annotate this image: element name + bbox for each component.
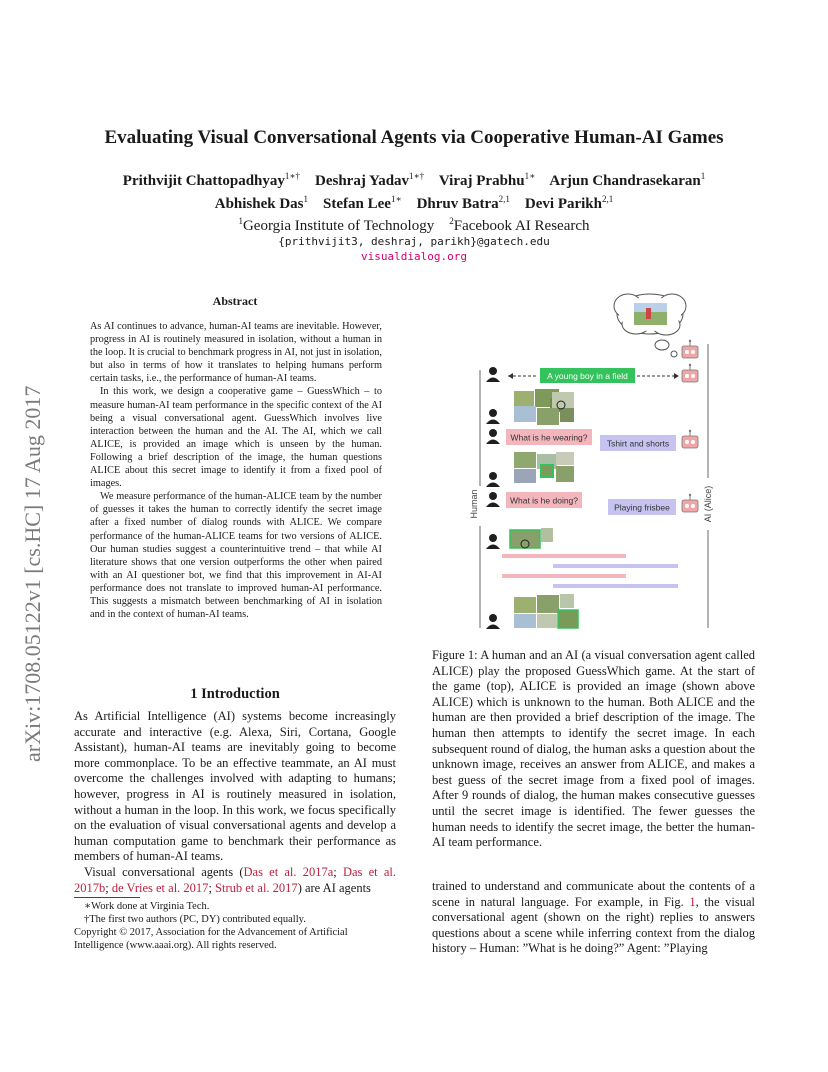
person-icon: [486, 367, 500, 382]
citation-link[interactable]: de Vries et al. 2017: [111, 880, 209, 895]
author-mark: 2,1: [602, 194, 614, 204]
affiliations: [0, 216, 828, 235]
caption-text: A young boy in a field: [547, 371, 628, 381]
author-mark: 2,1: [498, 194, 510, 204]
image-pool: [514, 389, 574, 425]
citation-link[interactable]: Das et al. 2017b: [74, 864, 396, 895]
copyright-notice: Copyright © 2017, Association for the Advancement of Artificial Intelligence (www.aaai.org). All rights reserved.: [74, 927, 348, 951]
final-image-pool: [514, 594, 578, 628]
figure-caption: Figure 1: A human and an AI (a visual conversation agent called ALICE) play the proposed GuessWhich game. At the start of the game (top), ALICE is provided an image (shown above ALICE) which is unknown to the human. Both ALICE and the human are then provided a brief description of the image. The human then attempts to identify the secret image. In each subsequent round of dialog, the human asks a question about the unknown image, receives an answer from ALICE, and makes a best guess of the secret image from a fixed pool of images. After 9 rounds of dialog, the human makes consecutive guesses until the secret image is identified. The fewer guesses the human needs to identify the secret image, the better the human-AI team performance.: [432, 648, 755, 850]
figure-reference-link[interactable]: 1: [689, 894, 696, 909]
guess-bar-ai: [553, 564, 678, 568]
section-heading-introduction: 1 Introduction: [190, 686, 280, 702]
human-axis-label: Human: [469, 489, 479, 519]
abstract-paragraph: As AI continues to advance, human-AI teams are inevitable. However, progress in AI is routinely measured in isolation, without a human in the loop. It is crucial to benchmark progress in AI, not just in isolation, but also in terms of how it translates to helping humans perform certain tasks, i.e., the performance of human-AI teams.: [90, 321, 382, 385]
abstract-heading: Abstract: [212, 294, 258, 308]
thought-cloud: [614, 294, 686, 357]
body-paragraph: [432, 879, 755, 957]
author-name: Abhishek Das: [214, 196, 304, 212]
abstract-paragraph: We measure performance of the human-ALICE team by the number of guesses it takes the human to correctly identify the secret image after a fixed number of dialog rounds with ALICE. We compare performance of the human-ALICE teams for two versions of ALICE. Our human studies suggest a counterintuitive trend – that while AI literature shows that one version outperforms the other when paired with an AI questioner bot, we find that this improvement in AI-AI performance does not translate to improved human-AI performance. This suggests a mismatch between benchmarking of AI in isolation and in the context of human-AI teams.: [90, 491, 382, 621]
intro-text: Visual conversational agents (: [84, 864, 244, 879]
intro-paragraph: As Artificial Intelligence (AI) systems become increasingly accurate and interactive (e.g. Alexa, Siri, Cortana, Google Assistant), human-AI teams are inevitably going to become more commonplace. To be an effective teammate, an AI must overcome the challenges involved with adapting to humans; however, progress in AI is routinely measured in isolation, without a human in the loop. In this work, we focus specifically on the evaluation of visual conversational agents and develop a human computation game to benchmark their performance as members of human-AI teams.: [74, 709, 396, 864]
paper-title: Evaluating Visual Conversational Agents via Cooperative Human-AI Games: [104, 127, 724, 148]
footnote-work-done: ∗Work done at Virginia Tech.: [84, 901, 210, 912]
author-name: Viraj Prabhu: [438, 173, 525, 189]
author-name: Arjun Chandrasekaran: [549, 173, 701, 189]
footnote-rule: [74, 897, 140, 898]
person-icon: [486, 472, 500, 487]
introduction-body: [74, 709, 396, 896]
person-icon: [486, 534, 500, 549]
footnotes: [74, 900, 396, 952]
robot-icon: [682, 364, 698, 382]
author-name: Deshraj Yadav: [315, 173, 410, 189]
author-list: [40, 167, 788, 213]
author-mark: 1: [700, 171, 706, 181]
ai-axis-label: AI (Alice): [703, 485, 713, 523]
person-icon: [486, 614, 500, 629]
affiliation-georgia-tech: Georgia Institute of Technology: [242, 218, 435, 234]
intro-text: ) are AI agents: [297, 880, 371, 895]
author-line-2: [40, 190, 788, 213]
figure-guesswhich: [440, 288, 750, 633]
author-mark: 1: [303, 194, 309, 204]
intro-paragraph: [74, 865, 396, 896]
answer-text: Playing frisbee: [614, 502, 670, 513]
author-name: Prithvijit Chattopadhyay: [122, 173, 285, 189]
author-mark: 1∗†: [409, 171, 425, 181]
answer-text: Tshirt and shorts: [606, 438, 670, 449]
affiliation-mark: 1: [238, 216, 243, 226]
citation-separator: ;: [208, 880, 216, 895]
affiliation-mark: 2: [449, 216, 454, 226]
body-text: trained to understand and communicate about the contents of a scene in natural language. For example, in Fig.: [432, 879, 755, 909]
robot-icon: [682, 494, 698, 512]
robot-icon: [682, 430, 698, 448]
citation-link[interactable]: Das et al. 2017a: [243, 864, 334, 879]
affiliation-facebook: Facebook AI Research: [453, 218, 590, 234]
arrow-head: [674, 373, 679, 379]
person-icon: [486, 429, 500, 444]
abstract-paragraph: In this work, we design a cooperative game – GuessWhich – to measure human-AI team performance in the specific context of the AI being a visual conversational agent. GuessWhich involves live interaction between the human and the AI. The AI, which we call ALICE, is provided an image which is unseen by the human. Following a brief description of the image, the human questions ALICE about this secret image to identify it from a fixed pool of images.: [90, 386, 382, 490]
abstract-body: [90, 320, 382, 621]
guess-bar-human: [502, 554, 626, 558]
footnote-equal-contribution: †The first two authors (PC, DY) contributed equally.: [84, 914, 306, 925]
question-text: What is he wearing?: [510, 432, 588, 443]
person-icon: [486, 492, 500, 507]
author-name: Devi Parikh: [524, 196, 602, 212]
author-mark: 1∗†: [284, 171, 301, 181]
body-text: , the visual conversational agent (shown on the right) replies to answers questions about a scene while inferring context from the dialog history – Human: ”What is he doing?” Agent: ”Playing: [432, 894, 755, 956]
author-line-1: [40, 167, 788, 190]
image-pool: [510, 528, 553, 548]
question-text: What is he doing?: [509, 495, 579, 506]
author-emails: {prithvijit3, deshraj, parikh}@gatech.edu: [278, 235, 550, 248]
arrow-head: [508, 373, 513, 379]
citation-separator: ;: [333, 864, 343, 879]
right-column-text: [432, 879, 755, 957]
author-name: Dhruv Batra: [416, 196, 499, 212]
robot-icon: [682, 340, 698, 358]
person-icon: [486, 409, 500, 424]
author-name: Stefan Lee: [323, 196, 391, 212]
guess-bar-ai: [553, 584, 678, 588]
guess-bar-human: [502, 574, 626, 578]
citation-separator: ;: [105, 880, 112, 895]
citation-link[interactable]: Strub et al. 2017: [215, 880, 298, 895]
author-mark: 1∗: [390, 194, 402, 204]
image-pool: [514, 452, 574, 483]
website-link[interactable]: visualdialog.org: [361, 250, 467, 263]
author-mark: 1∗: [524, 171, 536, 181]
arxiv-stamp: arXiv:1708.05122v1 [cs.HC] 17 Aug 2017: [20, 385, 45, 762]
